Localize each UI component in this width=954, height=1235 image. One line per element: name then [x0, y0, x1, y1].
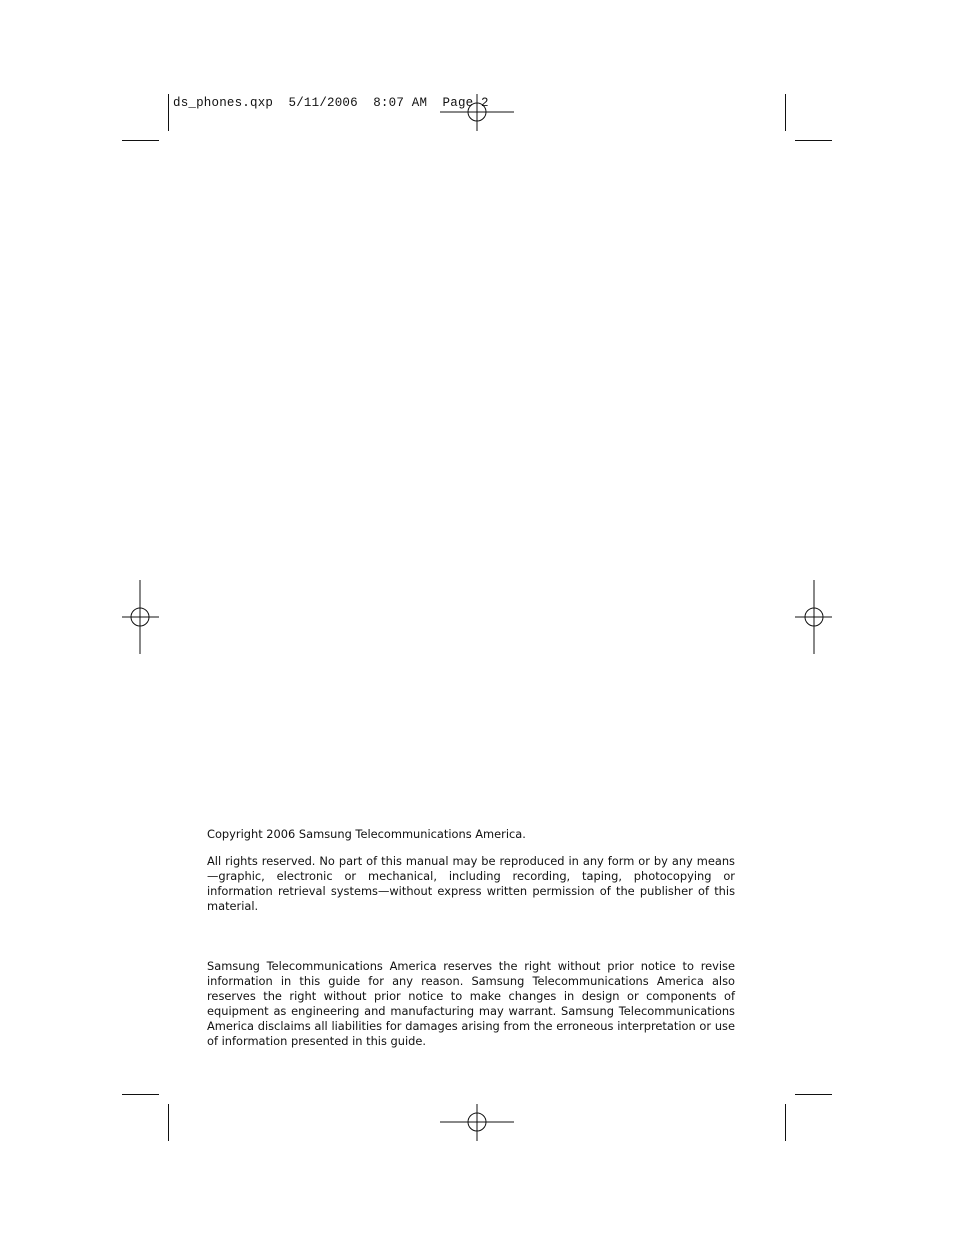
file-slug-line: ds_phones.qxp 5/11/2006 8:07 AM Page 2: [173, 96, 489, 110]
registration-mark-right: [795, 580, 832, 654]
notice-paragraph: Samsung Telecommunications America reserves the right without prior notice to revise information in this guide for any reason. Samsung Telecommunications America also reserves the right without prior notice to make changes in design or components of equipment as engineering and manufacturing may warrant. Samsung Telecommunications America disclaims all liabilities for damages arising from the erroneous interpretation or use of information presented in this guide.: [207, 959, 735, 1048]
registration-mark-bottom: [440, 1104, 514, 1141]
registration-mark-left: [122, 580, 159, 654]
rights-paragraph: All rights reserved. No part of this manual may be reproduced in any form or by any means—graphic, electronic or mechanical, including recording, taping, photocopying or information retrieval systems—without express written permission of the publisher of this material.: [207, 854, 735, 913]
copyright-line: Copyright 2006 Samsung Telecommunications America.: [207, 827, 526, 841]
copyright-block: [207, 827, 735, 1049]
